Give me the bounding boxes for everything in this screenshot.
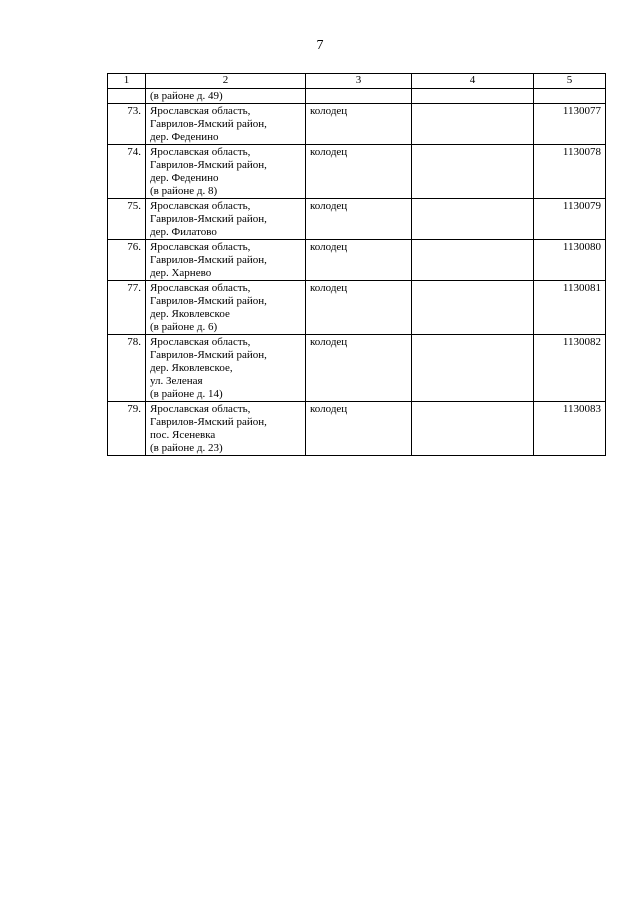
continuation-address-cell: [146, 89, 306, 104]
code-cell: 1130083: [534, 402, 606, 456]
row-number-cell: 73.: [108, 104, 146, 145]
code-cell: 1130077: [534, 104, 606, 145]
row-number-cell: 75.: [108, 199, 146, 240]
code-cell: 1130082: [534, 335, 606, 402]
code-cell: 1130078: [534, 145, 606, 199]
address-line: дер. Харнево: [150, 267, 212, 279]
address-line: Ярославская область,: [150, 241, 251, 253]
object-type-cell: колодец: [306, 199, 412, 240]
object-type-cell: колодец: [306, 281, 412, 335]
table-body: [108, 89, 606, 456]
address-line: Ярославская область,: [150, 200, 251, 212]
column-4-cell: [412, 240, 534, 281]
table-row: [108, 145, 606, 199]
address-cell: [146, 335, 306, 402]
object-type-cell: колодец: [306, 240, 412, 281]
address-line: дер. Феденино: [150, 172, 219, 184]
address-line: Ярославская область,: [150, 336, 251, 348]
address-line: Ярославская область,: [150, 282, 251, 294]
table-row: [108, 199, 606, 240]
code-cell: 1130079: [534, 199, 606, 240]
object-type-cell: колодец: [306, 402, 412, 456]
table-header-row: [108, 74, 606, 89]
object-type-cell: колодец: [306, 104, 412, 145]
address-line: (в районе д. 49): [150, 90, 223, 102]
address-line: дер. Яковлевское,: [150, 362, 233, 374]
column-header-1: 1: [108, 74, 146, 89]
continuation-num-cell: [108, 89, 146, 104]
row-number-cell: 74.: [108, 145, 146, 199]
address-line: (в районе д. 23): [150, 442, 223, 454]
column-4-cell: [412, 281, 534, 335]
column-4-cell: [412, 402, 534, 456]
address-cell: [146, 145, 306, 199]
object-type-cell: колодец: [306, 145, 412, 199]
column-header-3: 3: [306, 74, 412, 89]
table-row: [108, 281, 606, 335]
address-line: Гаврилов-Ямский район,: [150, 416, 267, 428]
object-type-cell: колодец: [306, 335, 412, 402]
row-number-cell: 78.: [108, 335, 146, 402]
column-4-cell: [412, 199, 534, 240]
table-row: [108, 402, 606, 456]
table-row: [108, 240, 606, 281]
address-line: Ярославская область,: [150, 146, 251, 158]
continuation-code-cell: [534, 89, 606, 104]
registry-table: [107, 73, 606, 456]
address-line: пос. Ясеневка: [150, 429, 216, 441]
column-4-cell: [412, 335, 534, 402]
address-line: (в районе д. 8): [150, 185, 218, 197]
column-header-4: 4: [412, 74, 534, 89]
row-number-cell: 77.: [108, 281, 146, 335]
address-cell: [146, 281, 306, 335]
code-cell: 1130081: [534, 281, 606, 335]
address-line: (в районе д. 6): [150, 321, 218, 333]
column-4-cell: [412, 104, 534, 145]
address-cell: [146, 199, 306, 240]
address-line: Гаврилов-Ямский район,: [150, 254, 267, 266]
code-cell: 1130080: [534, 240, 606, 281]
address-line: Гаврилов-Ямский район,: [150, 295, 267, 307]
continuation-type-cell: [306, 89, 412, 104]
address-line: Гаврилов-Ямский район,: [150, 349, 267, 361]
row-number-cell: 79.: [108, 402, 146, 456]
address-line: Гаврилов-Ямский район,: [150, 159, 267, 171]
address-line: Ярославская область,: [150, 403, 251, 415]
address-line: Ярославская область,: [150, 105, 251, 117]
table-row: [108, 104, 606, 145]
table-row: [108, 335, 606, 402]
address-line: дер. Яковлевское: [150, 308, 230, 320]
address-line: дер. Феденино: [150, 131, 219, 143]
column-header-2: 2: [146, 74, 306, 89]
column-header-5: 5: [534, 74, 606, 89]
address-cell: [146, 402, 306, 456]
address-line: дер. Филатово: [150, 226, 217, 238]
address-cell: [146, 104, 306, 145]
continuation-col4-cell: [412, 89, 534, 104]
page-number: 7: [316, 38, 324, 53]
row-number-cell: 76.: [108, 240, 146, 281]
continuation-row: [108, 89, 606, 104]
address-line: Гаврилов-Ямский район,: [150, 118, 267, 130]
address-line: (в районе д. 14): [150, 388, 223, 400]
column-4-cell: [412, 145, 534, 199]
address-line: ул. Зеленая: [150, 375, 203, 387]
address-line: Гаврилов-Ямский район,: [150, 213, 267, 225]
address-cell: [146, 240, 306, 281]
